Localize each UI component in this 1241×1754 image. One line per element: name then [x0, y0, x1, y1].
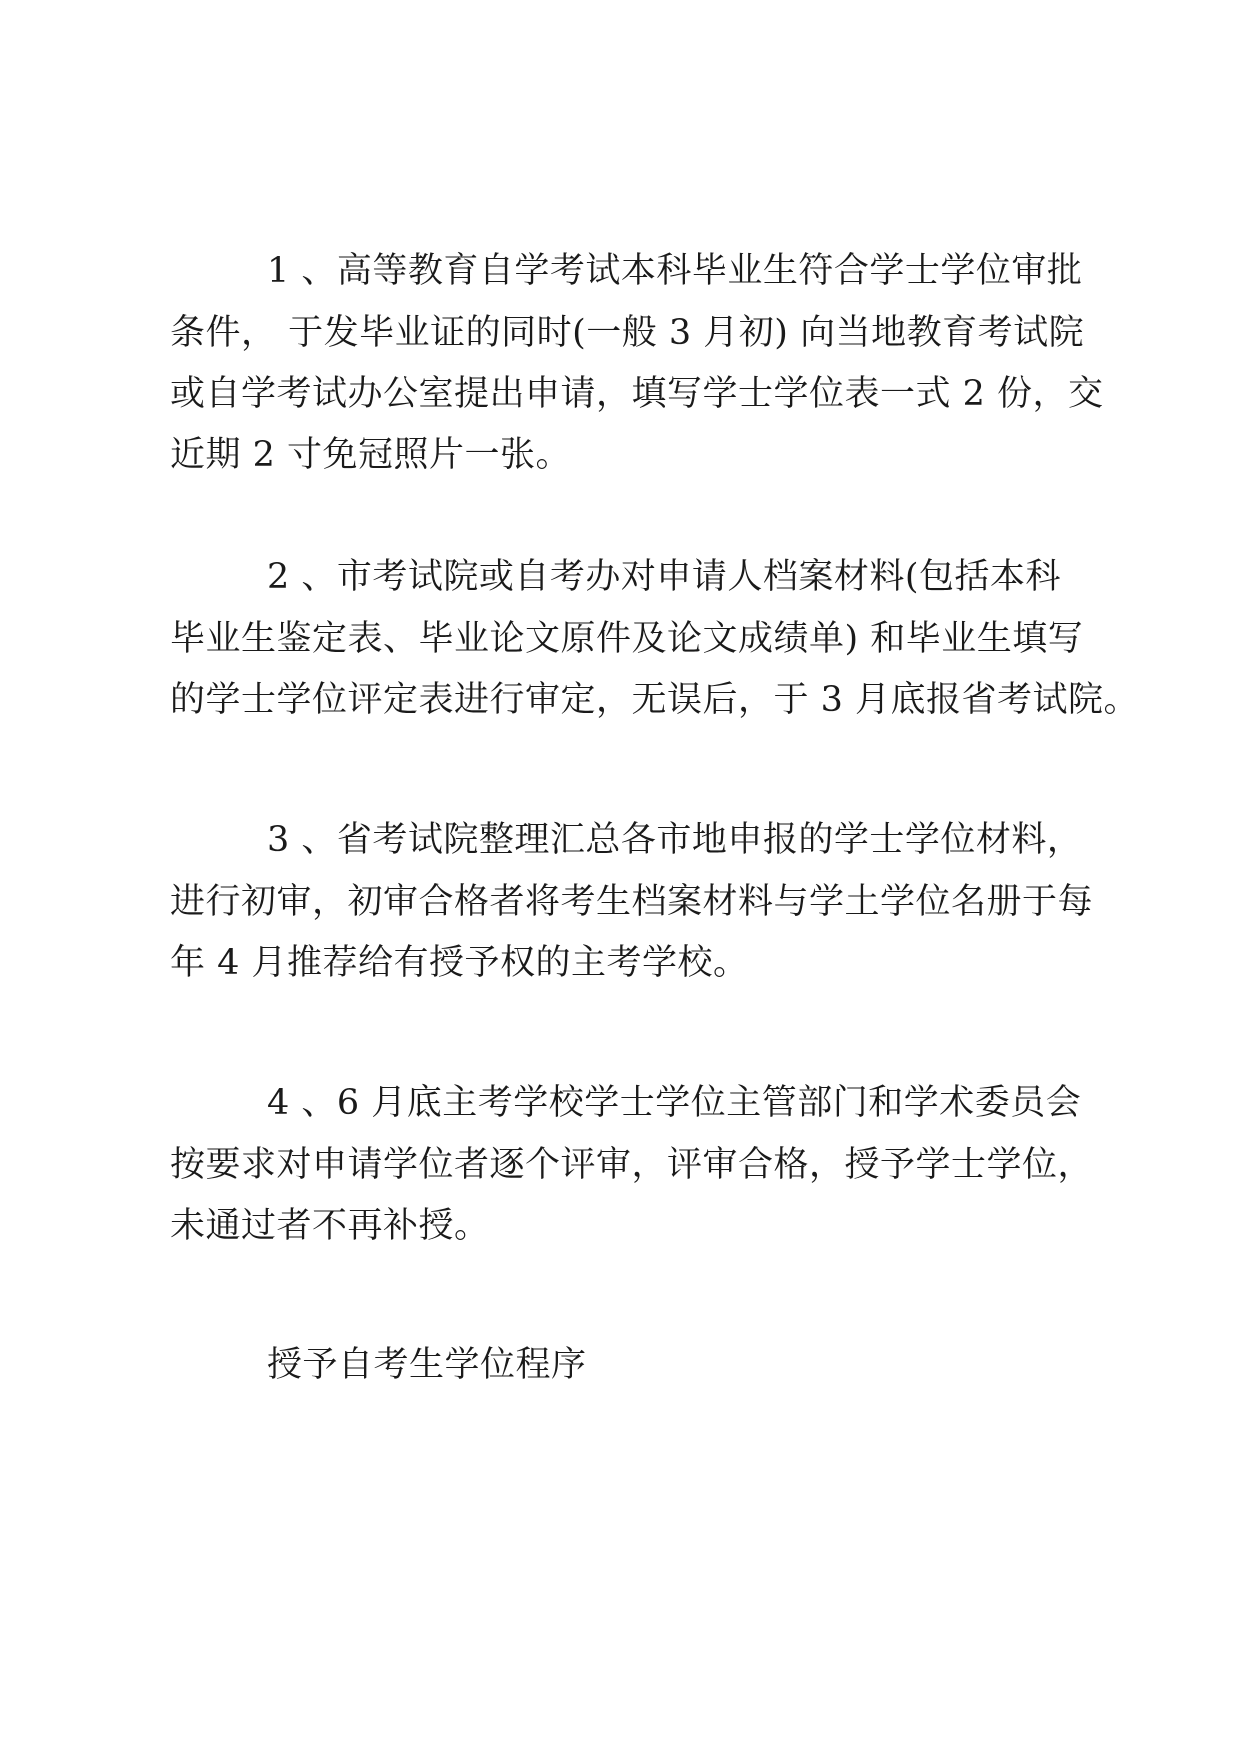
paragraph-line: 或自学考试办公室提出申请，填写学士学位表一式 2 份，交 [170, 374, 1104, 414]
paragraph-line: 1 、高等教育自学考试本科毕业生符合学士学位审批 [267, 251, 1083, 291]
paragraph-line: 按要求对申请学位者逐个评审，评审合格，授予学士学位， [170, 1145, 1094, 1185]
paragraph-line: 条件， 于发毕业证的同时(一般 3 月初) 向当地教育考试院 [170, 313, 1085, 353]
paragraph-line: 未通过者不再补授。 [170, 1206, 490, 1246]
paragraph-line: 4 、6 月底主考学校学士学位主管部门和学术委员会 [267, 1083, 1082, 1123]
section-heading: 授予自考生学位程序 [267, 1345, 587, 1385]
paragraph-line: 2 、市考试院或自考办对申请人档案材料(包括本科 [267, 557, 1062, 597]
paragraph-line: 的学士学位评定表进行审定，无误后，于 3 月底报省考试院。 [170, 680, 1140, 720]
paragraph-line: 毕业生鉴定表、毕业论文原件及论文成绩单) 和毕业生填写 [170, 619, 1084, 659]
paragraph-line: 年 4 月推荐给有授予权的主考学校。 [170, 943, 749, 983]
paragraph-line: 3 、省考试院整理汇总各市地申报的学士学位材料， [267, 820, 1083, 860]
paragraph-line: 近期 2 寸免冠照片一张。 [170, 435, 572, 475]
paragraph-line: 进行初审，初审合格者将考生档案材料与学土学位名册于每 [170, 882, 1094, 922]
